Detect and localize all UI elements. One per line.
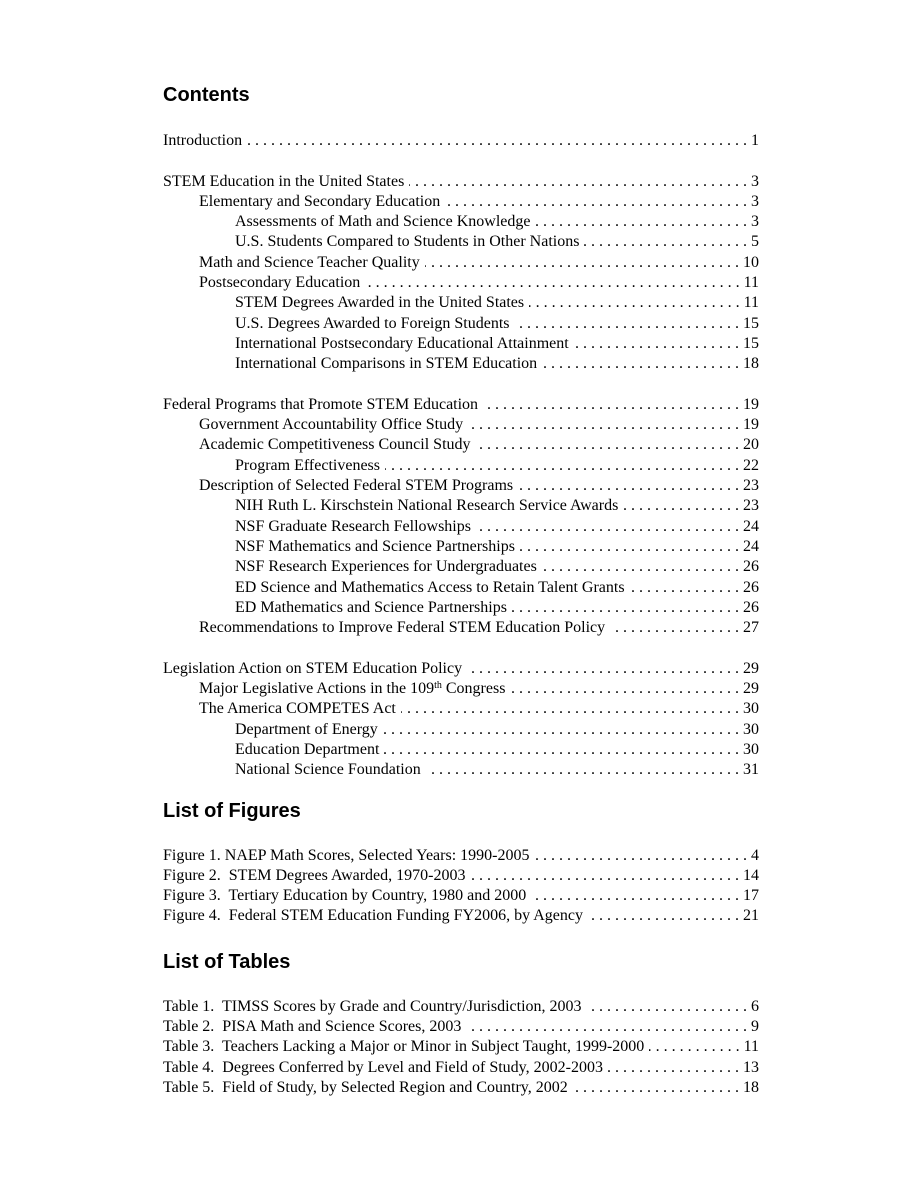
toc-entry-page: 23 xyxy=(743,497,759,515)
dot-leader xyxy=(610,618,739,638)
toc-entry-page: 30 xyxy=(743,720,759,738)
dot-leader xyxy=(385,456,739,476)
toc-entry-page: 15 xyxy=(743,314,759,332)
toc-entry-title: International Comparisons in STEM Education xyxy=(235,355,538,373)
toc-entry-title: International Postsecondary Educational Attainment xyxy=(235,334,569,352)
table-entry-3[interactable] xyxy=(163,1037,759,1057)
toc-entry-title: Department of Energy xyxy=(235,720,378,738)
toc-entry-ed-smart[interactable] xyxy=(163,578,759,598)
dot-leader xyxy=(445,192,747,212)
toc-entry-foreign-students[interactable] xyxy=(163,314,759,334)
toc-entry-page: 26 xyxy=(743,558,759,576)
toc-entry-109th-congress[interactable] xyxy=(163,679,759,699)
toc-entry-title: Education Department xyxy=(235,740,380,758)
figure-entry-title: Figure 1. NAEP Math Scores, Selected Years: 1990-2005 xyxy=(163,846,530,864)
toc-entry-page: 20 xyxy=(743,436,759,454)
dot-leader xyxy=(512,598,739,618)
toc-entry-gao-study[interactable] xyxy=(163,415,759,435)
figure-entry-page: 4 xyxy=(751,846,759,864)
figure-entry-title: Figure 3. Tertiary Education by Country, 1980 and 2000 xyxy=(163,887,527,905)
dot-leader xyxy=(510,679,739,699)
dot-leader xyxy=(426,760,739,780)
toc-entry-page: 22 xyxy=(743,456,759,474)
dot-leader xyxy=(534,846,747,866)
table-entry-title: Table 1. TIMSS Scores by Grade and Country/Jurisdiction, 2003 xyxy=(163,997,582,1015)
table-entry-page: 13 xyxy=(743,1058,759,1076)
toc-entry-assessments[interactable] xyxy=(163,212,759,232)
tables-heading: List of Tables xyxy=(163,950,291,973)
toc-entry-title: NSF Research Experiences for Undergraduates xyxy=(235,558,537,576)
toc-entry-international-comparisons[interactable] xyxy=(163,354,759,374)
figures-list xyxy=(163,846,759,927)
toc-entry-elementary-secondary[interactable] xyxy=(163,192,759,212)
toc-entry-stem-education-us[interactable] xyxy=(163,172,759,192)
toc-entry-page: 30 xyxy=(743,740,759,758)
contents-heading: Contents xyxy=(163,84,250,106)
toc-entry-nih-kirschstein[interactable] xyxy=(163,496,759,516)
dot-leader xyxy=(476,435,739,455)
dot-leader xyxy=(608,1058,739,1078)
toc-entry-title: ED Mathematics and Science Partnerships xyxy=(235,598,507,616)
toc-entry-page: 19 xyxy=(743,395,759,413)
toc-entry-title: The America COMPETES Act xyxy=(199,700,396,718)
toc-entry-title xyxy=(199,679,510,699)
toc-entry-page: 11 xyxy=(743,294,759,312)
toc-entry-title-post: Congress xyxy=(441,680,506,698)
toc-entry-title: Assessments of Math and Science Knowledge xyxy=(235,213,531,231)
toc-entry-selected-programs[interactable] xyxy=(163,476,759,496)
table-entry-1[interactable] xyxy=(163,997,759,1017)
toc-entry-page: 29 xyxy=(743,680,759,698)
toc-entry-title: Legislation Action on STEM Education Policy xyxy=(163,659,463,677)
dot-leader xyxy=(531,886,739,906)
dot-leader xyxy=(466,1017,747,1037)
figure-entry-1[interactable] xyxy=(163,846,759,866)
toc-entry-america-competes[interactable] xyxy=(163,699,759,719)
dot-leader xyxy=(468,415,739,435)
toc-entry-title: Math and Science Teacher Quality xyxy=(199,253,420,271)
toc-entry-stem-degrees-us[interactable] xyxy=(163,293,759,313)
toc-entry-title: ED Science and Mathematics Access to Retain Talent Grants xyxy=(235,578,625,596)
toc-entry-page: 26 xyxy=(743,578,759,596)
table-entry-page: 18 xyxy=(743,1078,759,1096)
toc-entry-us-students-compared[interactable] xyxy=(163,232,759,252)
toc-entry-page: 27 xyxy=(743,619,759,637)
toc-entry-page: 3 xyxy=(751,172,759,190)
toc-entry-page: 24 xyxy=(743,537,759,555)
table-entry-5[interactable] xyxy=(163,1078,759,1098)
toc-entry-title: NIH Ruth L. Kirschstein National Research Service Awards xyxy=(235,497,619,515)
dot-leader xyxy=(520,537,739,557)
toc-entry-page: 1 xyxy=(751,132,759,149)
toc-entry-page: 23 xyxy=(743,477,759,495)
table-entry-4[interactable] xyxy=(163,1058,759,1078)
dot-leader xyxy=(573,1078,739,1098)
toc-entry-title: U.S. Degrees Awarded to Foreign Students xyxy=(235,314,510,332)
toc-entry-page: 26 xyxy=(743,598,759,616)
figure-entry-3[interactable] xyxy=(163,886,759,906)
toc-entry-page: 24 xyxy=(743,517,759,535)
dot-leader xyxy=(623,496,739,516)
dot-leader xyxy=(518,476,739,496)
dot-leader xyxy=(365,273,739,293)
dot-leader xyxy=(409,172,747,192)
dot-leader xyxy=(383,720,739,740)
dot-leader xyxy=(630,578,739,598)
dot-leader xyxy=(542,557,739,577)
table-of-contents xyxy=(163,82,759,1098)
toc-entry-title: U.S. Students Compared to Students in Other Nations xyxy=(235,233,580,251)
dot-leader xyxy=(515,314,740,334)
toc-entry-program-effectiveness[interactable] xyxy=(163,456,759,476)
toc-entry-page: 5 xyxy=(751,233,759,251)
figure-entry-page: 17 xyxy=(743,887,759,905)
toc-entry-title: NSF Mathematics and Science Partnerships xyxy=(235,537,515,555)
dot-leader xyxy=(529,293,739,313)
toc-entry-title: Introduction xyxy=(163,132,243,149)
dot-leader xyxy=(536,212,748,232)
table-entry-page: 6 xyxy=(751,997,759,1015)
figure-entry-page: 21 xyxy=(743,907,759,925)
toc-entry-recommendations[interactable] xyxy=(163,618,759,638)
dot-leader xyxy=(584,232,747,252)
toc-entry-page: 30 xyxy=(743,700,759,718)
toc-entry-legislation-action[interactable] xyxy=(163,659,759,679)
toc-entry-title: NSF Graduate Research Fellowships xyxy=(235,517,471,535)
toc-entry-title: Federal Programs that Promote STEM Education xyxy=(163,395,479,413)
toc-entry-page: 11 xyxy=(743,274,759,292)
table-entry-page: 9 xyxy=(751,1017,759,1035)
toc-entry-page: 31 xyxy=(743,761,759,779)
toc-entry-title: STEM Degrees Awarded in the United States xyxy=(235,294,525,312)
toc-entry-title: Recommendations to Improve Federal STEM Education Policy xyxy=(199,619,606,637)
toc-entry-title: Program Effectiveness xyxy=(235,456,380,474)
toc-entry-title: STEM Education in the United States xyxy=(163,172,405,190)
toc-entry-page: 18 xyxy=(743,355,759,373)
table-entry-title: Table 5. Field of Study, by Selected Region and Country, 2002 xyxy=(163,1078,568,1096)
dot-leader xyxy=(425,253,739,273)
toc-entry-postsecondary[interactable] xyxy=(163,273,759,293)
dot-leader xyxy=(384,740,739,760)
dot-leader xyxy=(247,131,747,151)
table-entry-title: Table 4. Degrees Conferred by Level and Field of Study, 2002-2003 xyxy=(163,1058,603,1076)
toc-entry-page: 15 xyxy=(743,334,759,352)
toc-entry-nsf[interactable] xyxy=(163,760,759,780)
table-entry-title: Table 2. PISA Math and Science Scores, 2003 xyxy=(163,1017,462,1035)
table-entry-page: 11 xyxy=(743,1038,759,1056)
toc-entry-acc-study[interactable] xyxy=(163,435,759,455)
contents-list xyxy=(163,131,759,781)
dot-leader xyxy=(483,395,739,415)
toc-entry-page: 3 xyxy=(751,213,759,231)
figure-entry-2[interactable] xyxy=(163,866,759,886)
figure-entry-page: 14 xyxy=(743,866,759,884)
toc-entry-introduction[interactable] xyxy=(163,131,759,151)
toc-entry-nsf-grfp[interactable] xyxy=(163,517,759,537)
dot-leader xyxy=(470,866,739,886)
toc-entry-education-department[interactable] xyxy=(163,740,759,760)
toc-entry-title-pre: Major Legislative Actions in the 109 xyxy=(199,680,435,698)
toc-entry-teacher-quality[interactable] xyxy=(163,253,759,273)
toc-entry-page: 29 xyxy=(743,659,759,677)
toc-entry-page: 3 xyxy=(751,192,759,210)
figures-heading: List of Figures xyxy=(163,799,301,822)
dot-leader xyxy=(476,517,739,537)
figure-entry-title: Figure 2. STEM Degrees Awarded, 1970-2003 xyxy=(163,866,466,884)
ordinal-superscript: th xyxy=(434,680,442,692)
dot-leader xyxy=(649,1037,739,1057)
toc-entry-federal-programs[interactable] xyxy=(163,395,759,415)
toc-entry-international-attainment[interactable] xyxy=(163,334,759,354)
toc-entry-title: Elementary and Secondary Education xyxy=(199,192,441,210)
table-entry-title: Table 3. Teachers Lacking a Major or Minor in Subject Taught, 1999-2000 xyxy=(163,1038,645,1056)
toc-entry-ed-msp[interactable] xyxy=(163,598,759,618)
dot-leader xyxy=(401,699,739,719)
dot-leader xyxy=(467,659,739,679)
toc-entry-nsf-reu[interactable] xyxy=(163,557,759,577)
table-entry-2[interactable] xyxy=(163,1017,759,1037)
toc-entry-title: Government Accountability Office Study xyxy=(199,416,464,434)
toc-entry-page: 10 xyxy=(743,253,759,271)
toc-entry-title: Academic Competitiveness Council Study xyxy=(199,436,471,454)
dot-leader xyxy=(588,906,739,926)
toc-entry-page: 19 xyxy=(743,416,759,434)
dot-leader xyxy=(587,997,747,1017)
figure-entry-4[interactable] xyxy=(163,906,759,926)
toc-entry-nsf-msp[interactable] xyxy=(163,537,759,557)
toc-entry-title: National Science Foundation xyxy=(235,761,421,779)
toc-entry-title: Postsecondary Education xyxy=(199,274,361,292)
toc-entry-title: Description of Selected Federal STEM Programs xyxy=(199,477,514,495)
figure-entry-title: Figure 4. Federal STEM Education Funding FY2006, by Agency xyxy=(163,907,583,925)
dot-leader xyxy=(542,354,739,374)
dot-leader xyxy=(574,334,739,354)
toc-entry-doe[interactable] xyxy=(163,720,759,740)
tables-list xyxy=(163,997,759,1098)
